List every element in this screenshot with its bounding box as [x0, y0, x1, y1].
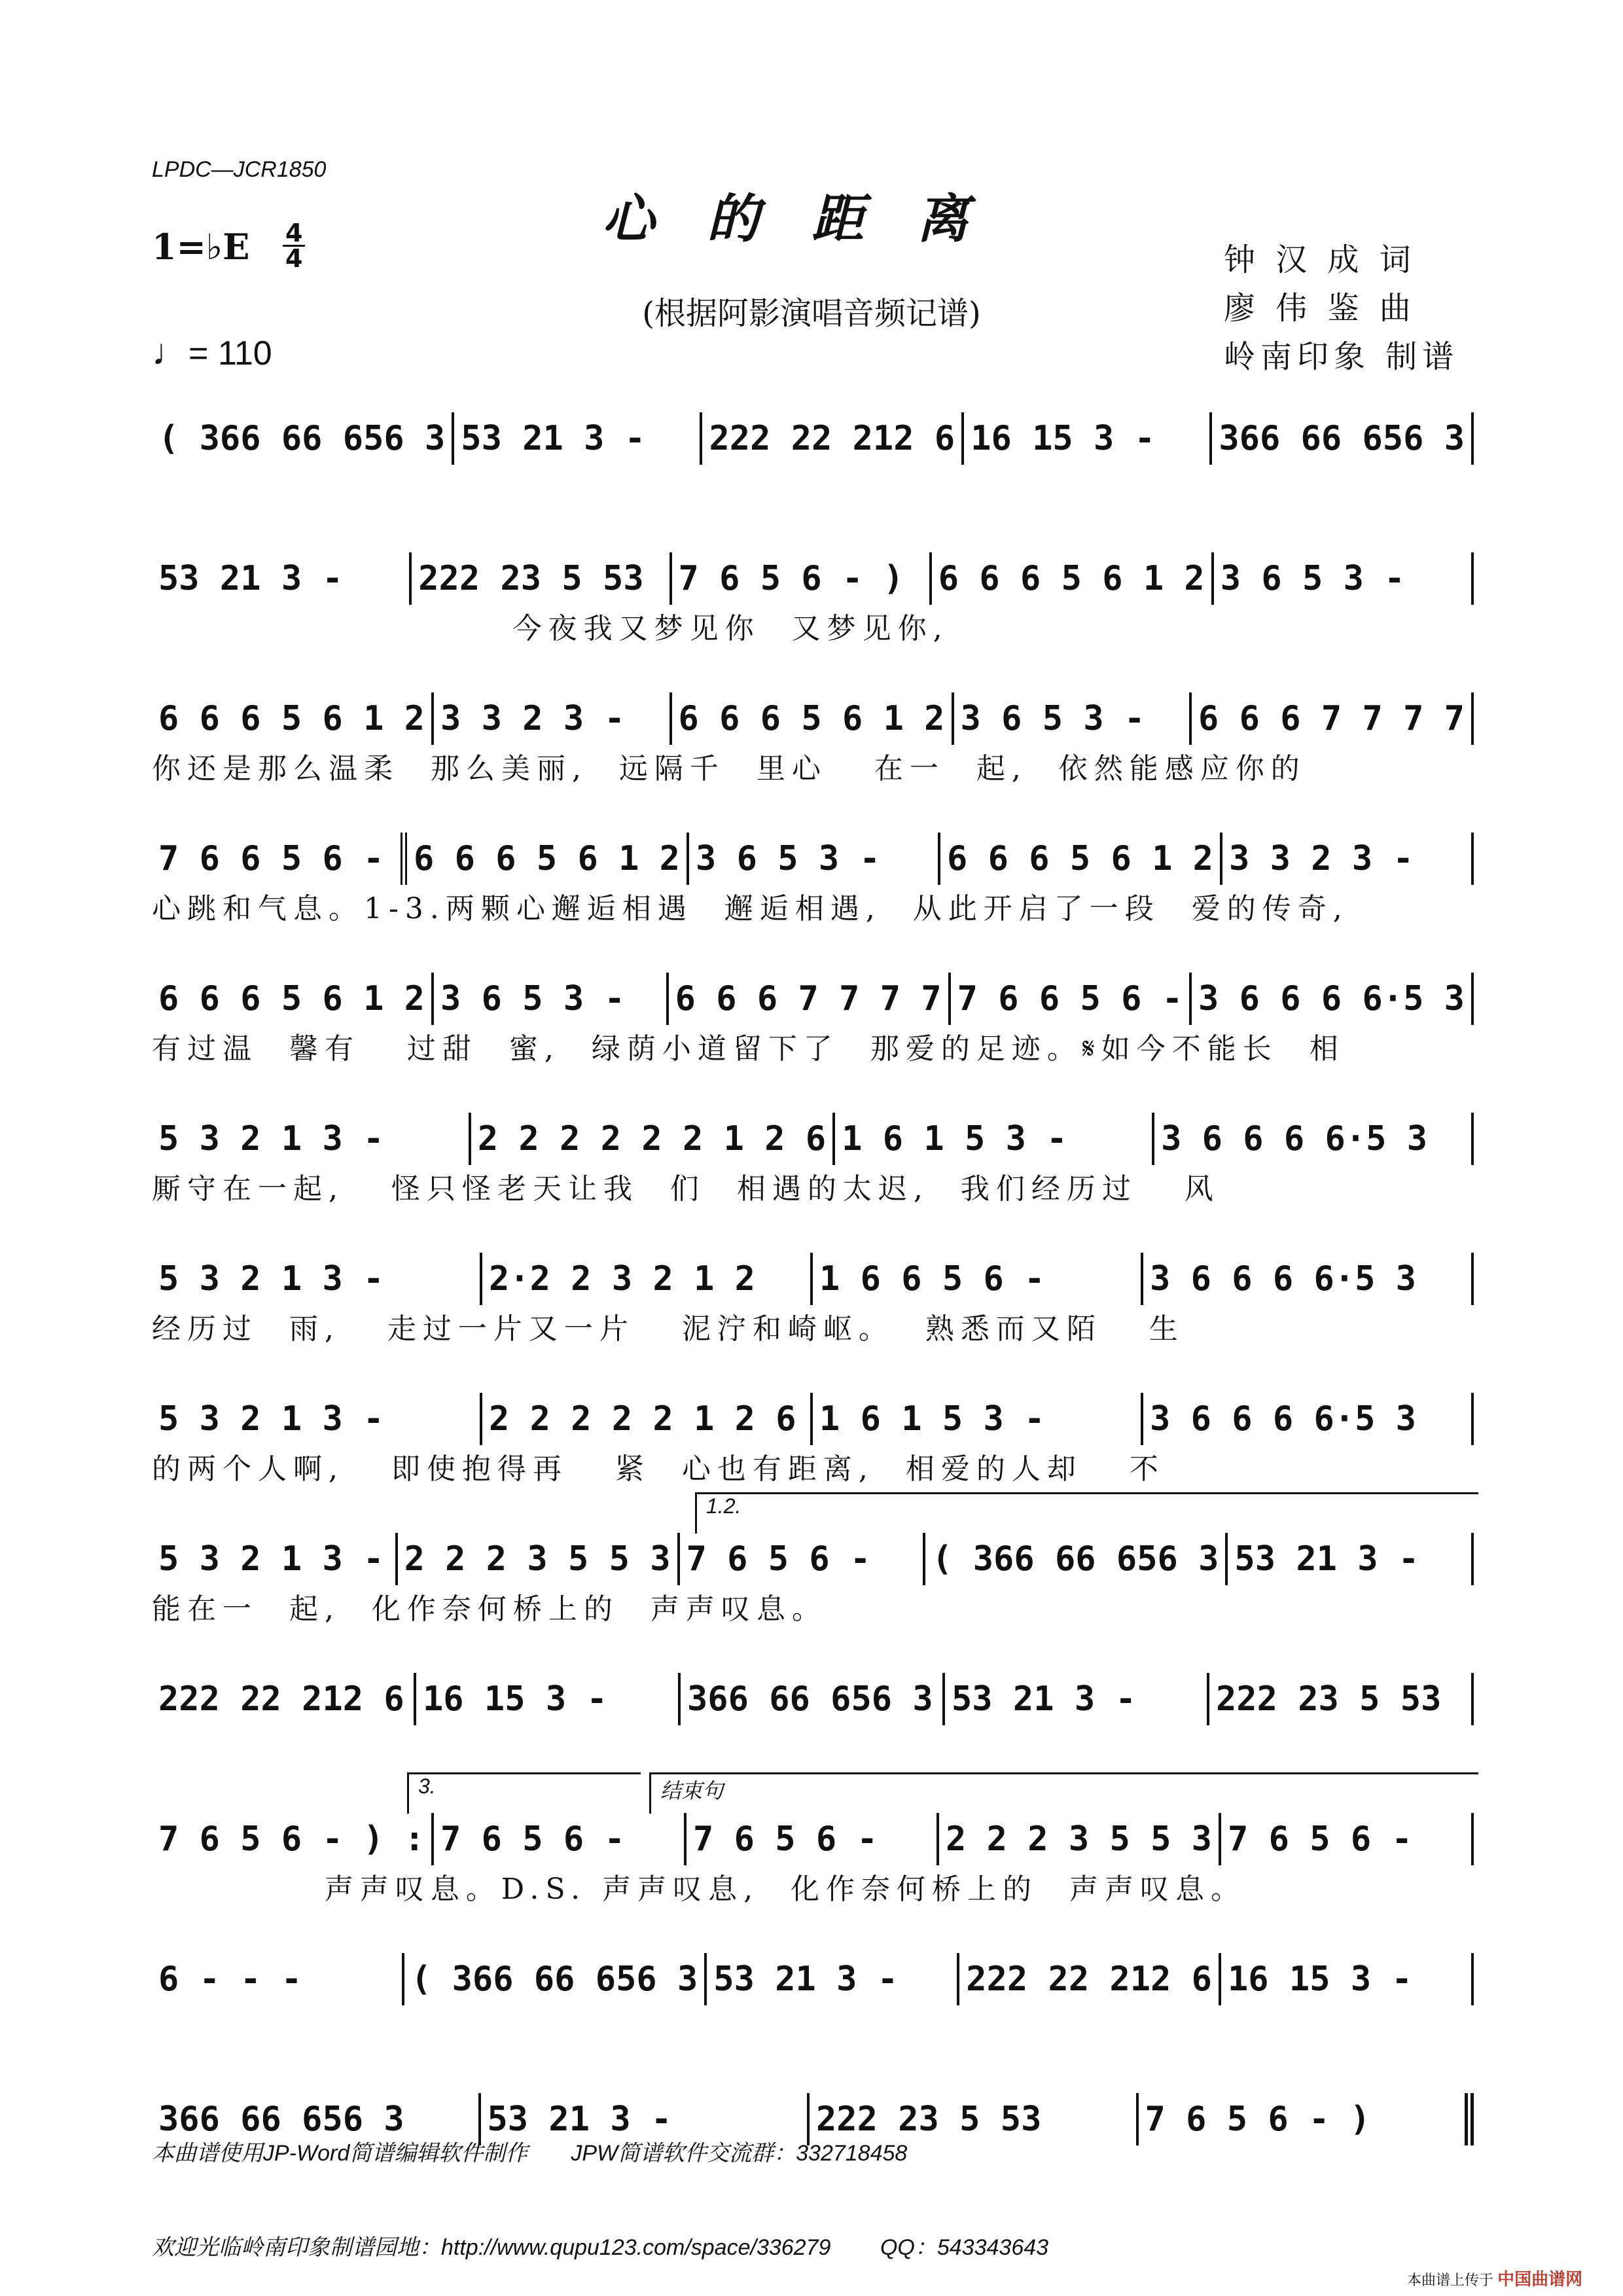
key-signature: 1=♭E — [152, 226, 250, 268]
measure: 16 15 3 - — [961, 412, 1209, 465]
measure: 6 6 6 5 6 1 2 — [669, 692, 952, 745]
measure: 53 21 3 - — [1225, 1533, 1471, 1585]
tempo-value: = 110 — [188, 334, 272, 372]
measure: 222 23 5 53 — [409, 552, 669, 605]
notes-line — [152, 1253, 1474, 1305]
time-signature — [283, 219, 305, 273]
measure: 7 6 5 6 - ) — [669, 552, 929, 605]
measure: 7 6 5 6 - ) — [1136, 2093, 1465, 2145]
score-system — [152, 1253, 1474, 1352]
score-system — [152, 973, 1474, 1072]
quarter-note-icon: ♩ — [152, 331, 188, 372]
score-system — [152, 1113, 1474, 1212]
measure: 2 2 2 3 5 5 3 — [395, 1533, 677, 1585]
measure: 53 21 3 - — [478, 2093, 808, 2145]
measure: 53 21 3 - — [158, 559, 343, 598]
measure: 7 6 5 6 - — [677, 1533, 923, 1585]
lyrics-line: 经历过 雨, 走过一片又一片 泥泞和崎岖。 熟悉而又陌 生 — [152, 1312, 1185, 1346]
measure: 6 6 6 7 7 7 7 — [1189, 692, 1471, 745]
measure: 6 6 6 5 6 1 2 — [401, 833, 687, 885]
measure: 2 2 2 2 2 2 1 2 6 — [469, 1113, 832, 1165]
measure: 7 6 5 6 - ) : — [158, 1820, 425, 1859]
credits — [1224, 236, 1459, 381]
measure: 5 3 2 1 3 - — [158, 1539, 384, 1579]
measure: 6 6 6 7 7 7 7 — [666, 973, 948, 1025]
measure: 5 3 2 1 3 - — [158, 1399, 384, 1439]
measure: 6 6 6 5 6 1 2 — [929, 552, 1211, 605]
measure: 2·2 2 3 2 1 2 — [480, 1253, 810, 1305]
notes-line — [152, 833, 1474, 885]
lyrics-line — [152, 2005, 1474, 2053]
measure: 6 6 6 5 6 1 2 — [158, 979, 425, 1018]
footer-line-2: 欢迎光临岭南印象制谱园地：http://www.qupu123.com/space/336279 QQ：543343643 — [152, 2235, 1049, 2260]
score-system — [152, 1774, 1474, 1912]
measure: 5 3 2 1 3 - — [158, 1119, 384, 1158]
volta-bracket: 3. — [407, 1772, 641, 1814]
measure: 222 23 5 53 — [807, 2093, 1136, 2145]
measure: 3 6 5 3 - — [1211, 552, 1471, 605]
measure: 1 6 1 5 3 - — [810, 1393, 1141, 1445]
measure: 3 6 5 3 - — [431, 973, 666, 1025]
measure: 3 3 2 3 - — [431, 692, 669, 745]
measure: 6 6 6 5 6 1 2 — [938, 833, 1220, 885]
lyrics-line: 心跳和气息。1-3.两颗心邂逅相遇 邂逅相遇, 从此开启了一段 爱的传奇, — [152, 892, 1349, 925]
lyrics-line: 有过温 馨有 过甜 蜜, 绿荫小道留下了 那爱的足迹。𝄋如今不能长 相 — [152, 1032, 1345, 1066]
score-system — [152, 1494, 1474, 1632]
measure: 3 6 5 3 - — [687, 833, 938, 885]
measure: 3 6 6 6 6·5 3 — [1189, 973, 1471, 1025]
measure: 5 3 2 1 3 - — [158, 1259, 384, 1299]
measure: ( 366 66 656 3 — [923, 1533, 1225, 1585]
lyrics-line: 今夜我又梦见你 又梦见你, — [152, 612, 949, 645]
lyrics-line — [152, 1725, 1474, 1772]
notes-line — [152, 1673, 1474, 1725]
measure: 7 6 6 5 6 - — [158, 839, 384, 878]
measure: 3 6 6 6 6·5 3 — [1152, 1113, 1471, 1165]
measure: 7 6 6 5 6 - — [948, 973, 1189, 1025]
time-signature-bottom: 4 — [285, 244, 303, 273]
score-code: LPDC—JCR1850 — [152, 157, 327, 182]
notes-line — [152, 1813, 1474, 1865]
subtitle: (根据阿影演唱音频记谱) — [642, 295, 981, 332]
lyrics-line: 能在一 起, 化作奈何桥上的 声声叹息。 — [152, 1592, 827, 1626]
score-system — [152, 1673, 1474, 1772]
notes-line — [152, 692, 1474, 745]
lyrics-line: 的两个人啊, 即使抱得再 紧 心也有距离, 相爱的人却 不 — [152, 1452, 1165, 1486]
measure: 3 3 2 3 - — [1220, 833, 1471, 885]
score-system — [152, 1953, 1474, 2053]
measure: 2 2 2 3 5 5 3 — [936, 1813, 1219, 1865]
score-system — [152, 552, 1474, 652]
lyrics-line: 声声叹息。D.S. 声声叹息, 化作奈何桥上的 声声叹息。 — [152, 1873, 1247, 1906]
measure: 3 6 5 3 - — [952, 692, 1190, 745]
notes-line — [152, 1953, 1474, 2005]
tempo-marking — [152, 331, 272, 373]
footer — [152, 2075, 1048, 2295]
measure: 3 6 6 6 6·5 3 — [1141, 1253, 1471, 1305]
measure: ( 366 66 656 3 — [158, 419, 446, 458]
lyrics-line: 你还是那么温柔 那么美丽, 远隔千 里心 在一 起, 依然能感应你的 — [152, 752, 1306, 785]
notes-line — [152, 973, 1474, 1025]
notes-line — [152, 552, 1474, 605]
score-system — [152, 692, 1474, 792]
notes-line — [152, 412, 1474, 465]
notes-line — [152, 1393, 1474, 1445]
measure: 222 22 212 6 — [158, 1679, 404, 1719]
measure: ( 366 66 656 3 — [402, 1953, 704, 2005]
measure: 7 6 5 6 - — [1219, 1813, 1471, 1865]
measure: 222 22 212 6 — [957, 1953, 1219, 2005]
measure: 366 66 656 3 — [1209, 412, 1471, 465]
watermark — [1407, 2266, 1582, 2290]
measure: 7 6 5 6 - — [684, 1813, 936, 1865]
measure: 3 6 6 6 6·5 3 — [1141, 1393, 1471, 1445]
measure: 53 21 3 - — [704, 1953, 957, 2005]
notes-line — [152, 1113, 1474, 1165]
lyricist: 钟 汉 成 词 — [1224, 242, 1416, 278]
measure: 53 21 3 - — [942, 1673, 1207, 1725]
ending-bracket: 结束句 — [649, 1772, 1478, 1814]
measure: 53 21 3 - — [452, 412, 700, 465]
composer: 廖 伟 鉴 曲 — [1224, 290, 1416, 327]
watermark-text: 本曲谱上传于 — [1407, 2272, 1494, 2288]
score-system — [152, 1393, 1474, 1492]
lyrics-line — [152, 465, 1474, 512]
measure: 2 2 2 2 2 1 2 6 — [480, 1393, 810, 1445]
measure: 16 15 3 - — [1219, 1953, 1471, 2005]
footer-line-1: 本曲谱使用JP-Word简谱编辑软件制作 JPW简谱软件交流群：332718458 — [152, 2141, 908, 2166]
song-title: 心的距离 — [602, 188, 1021, 249]
score-system — [152, 412, 1474, 512]
score-system — [152, 833, 1474, 932]
measure: 1 6 6 5 6 - — [810, 1253, 1141, 1305]
measure: 222 22 212 6 — [700, 412, 961, 465]
measure: 7 6 5 6 - — [431, 1813, 684, 1865]
measure: 366 66 656 3 — [678, 1673, 942, 1725]
measure: 366 66 656 3 — [158, 2100, 404, 2139]
lyrics-line: 厮守在一起, 怪只怪老天让我 们 相遇的太迟, 我们经历过 风 — [152, 1172, 1220, 1206]
measure: 1 6 1 5 3 - — [832, 1113, 1152, 1165]
arranger: 岭南印象 制谱 — [1224, 338, 1459, 375]
measure: 6 - - - — [158, 1960, 302, 1999]
volta-bracket: 1.2. — [695, 1492, 1478, 1534]
measure: 222 23 5 53 — [1207, 1673, 1471, 1725]
time-signature-top: 4 — [283, 221, 305, 247]
notes-line — [152, 1533, 1474, 1585]
measure: 16 15 3 - — [414, 1673, 678, 1725]
watermark-site: 中国曲谱网 — [1497, 2269, 1583, 2289]
measure: 6 6 6 5 6 1 2 — [158, 699, 425, 738]
